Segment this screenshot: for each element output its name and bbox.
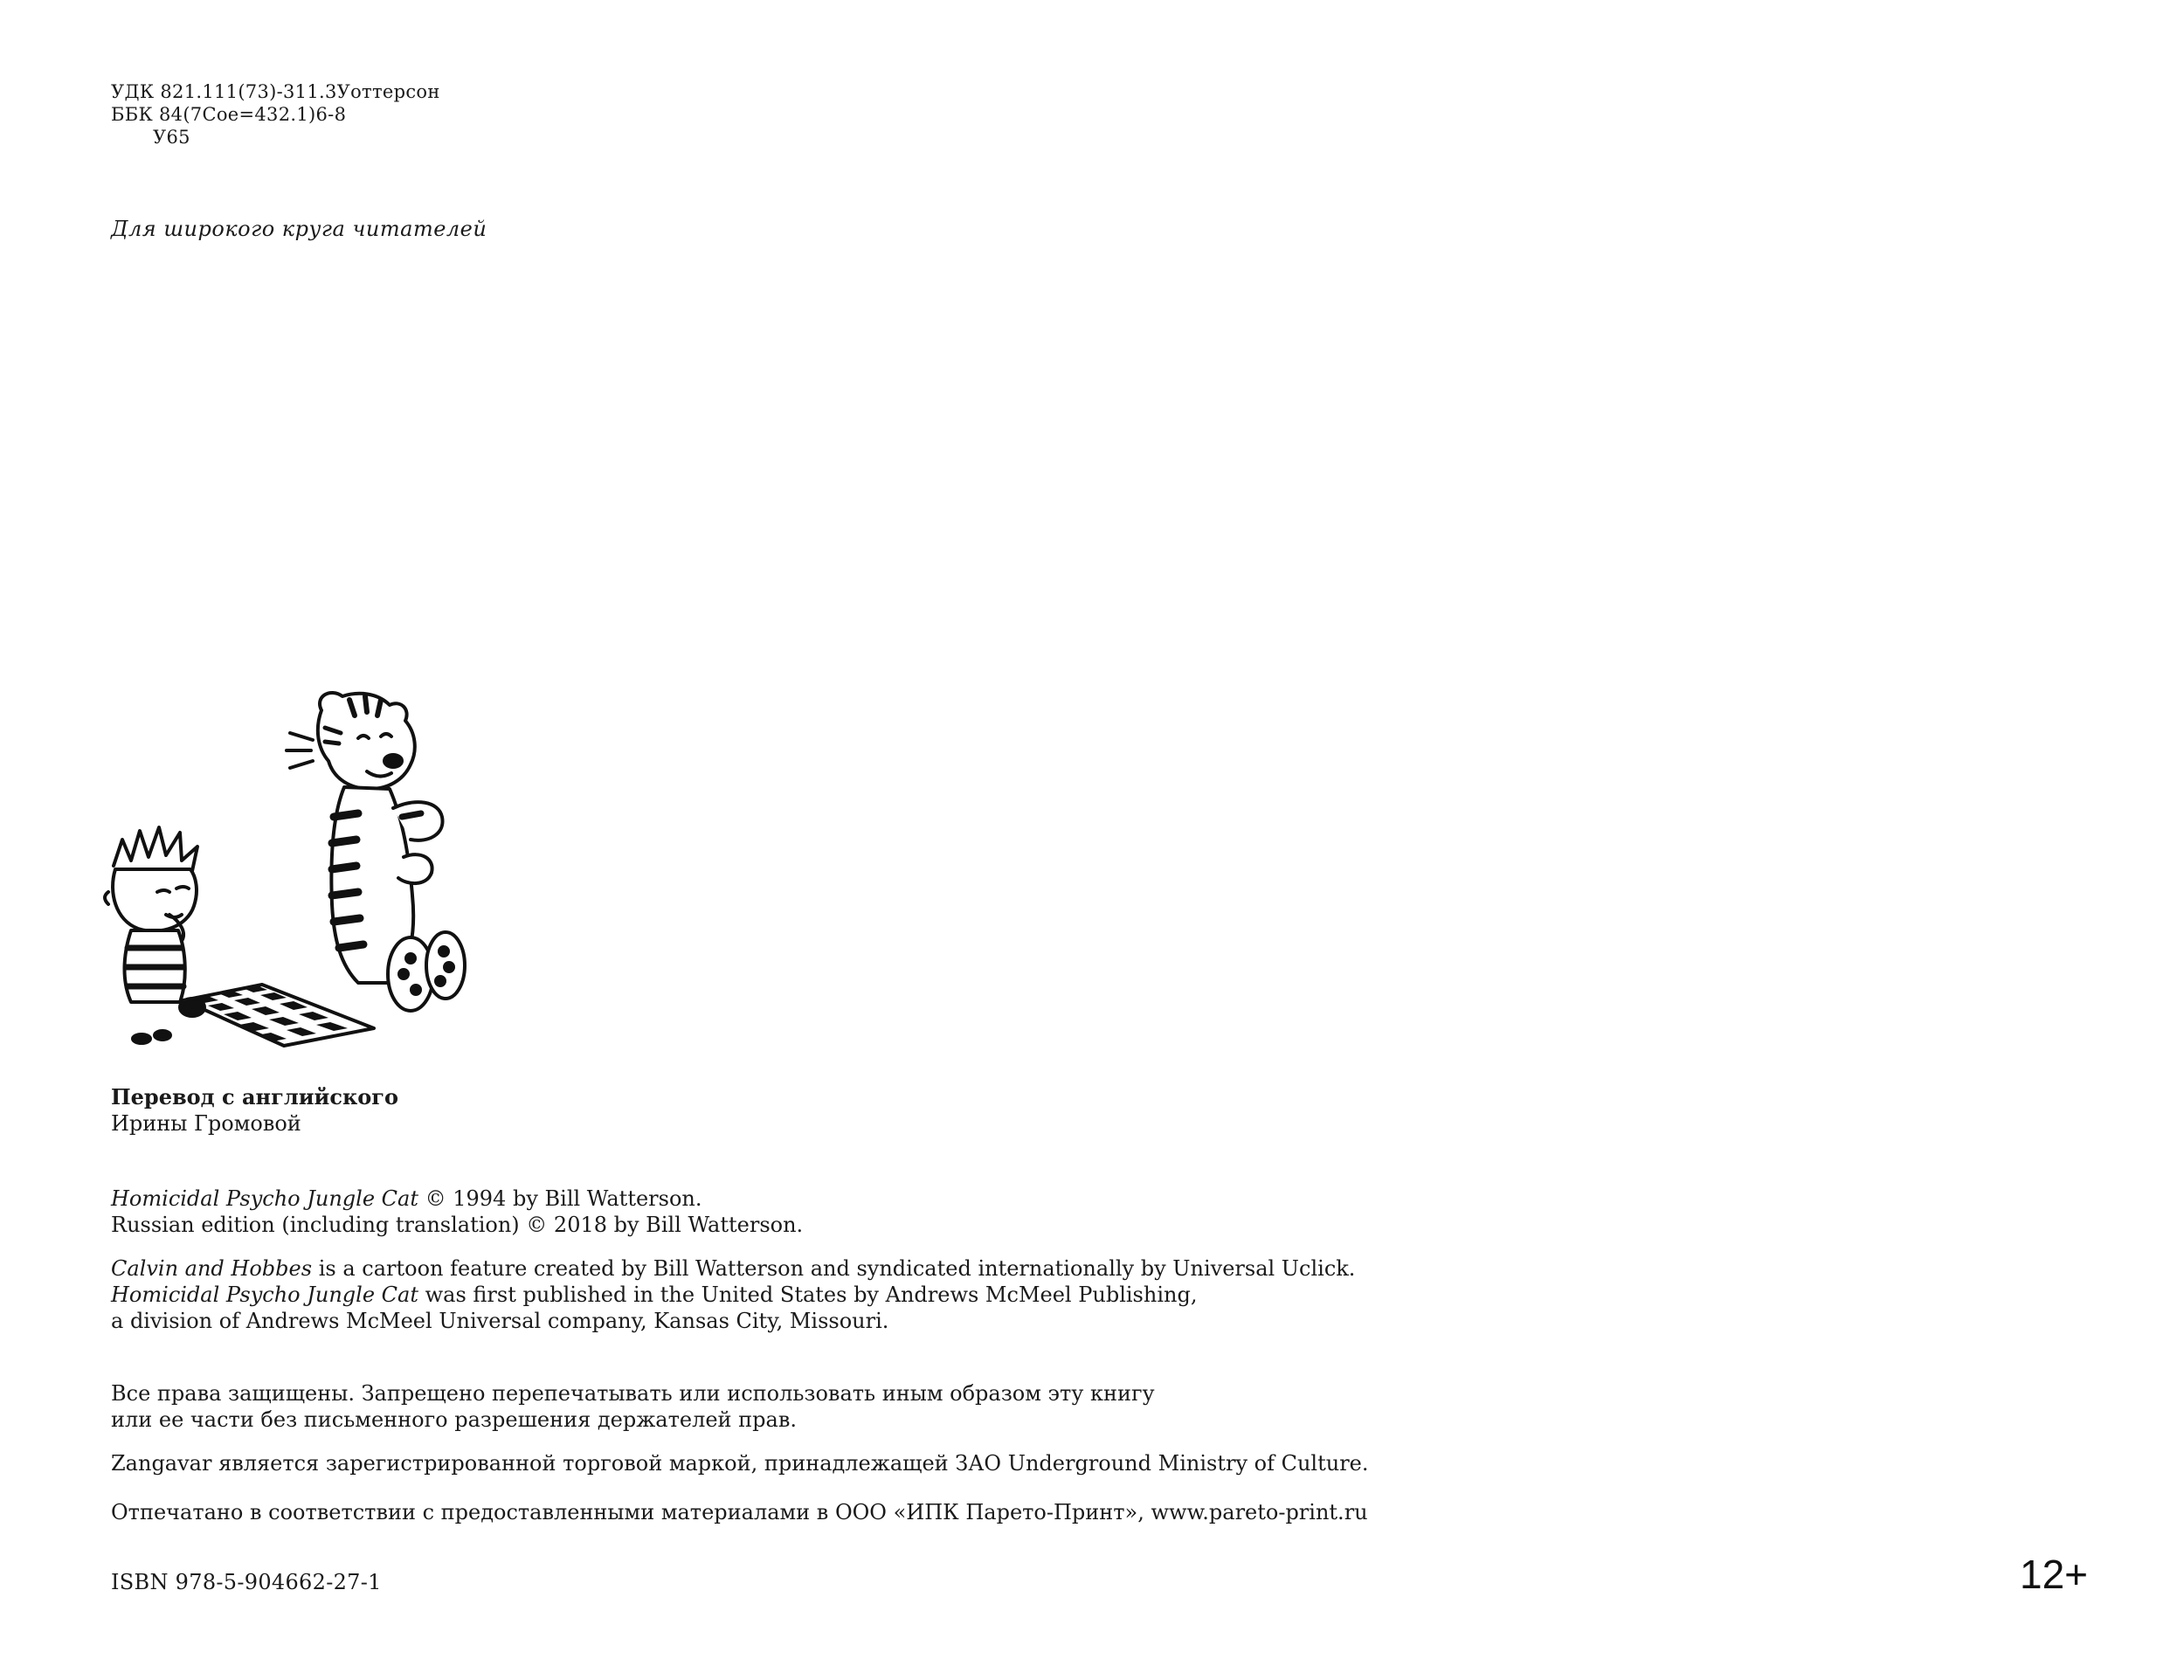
book-title-2: Homicidal Psycho Jungle Cat bbox=[111, 1282, 418, 1307]
copyright-line-2: Russian edition (including translation) © 2018 by Bill Watterson. bbox=[111, 1213, 804, 1237]
feature-line-2 bbox=[111, 1282, 1355, 1308]
calvin-figure bbox=[105, 827, 204, 1043]
book-title: Homicidal Psycho Jungle Cat bbox=[111, 1186, 418, 1211]
isbn: ISBN 978-5-904662-27-1 bbox=[111, 1570, 382, 1594]
catalog-block bbox=[111, 80, 440, 149]
copyright-block bbox=[111, 1186, 803, 1238]
trademark-note: Zangavar является зарегистрированной торговой маркой, принадлежащей ЗАО Underground Ministry of Culture. bbox=[111, 1451, 1369, 1476]
calvin-and-hobbes-checkers-illustration bbox=[96, 686, 472, 1061]
feature-line-3: a division of Andrews McMeel Universal company, Kansas City, Missouri. bbox=[111, 1309, 889, 1333]
age-rating: 12+ bbox=[2020, 1552, 2089, 1597]
author-sign: У65 bbox=[153, 127, 190, 148]
bbk-code: ББК 84(7Сое=432.1)6-8 bbox=[111, 104, 347, 125]
series-title: Calvin and Hobbes bbox=[111, 1256, 313, 1281]
feature-block bbox=[111, 1255, 1355, 1334]
feature-line-1-rest: is a cartoon feature created by Bill Watterson and syndicated internationally by Universal Uclick. bbox=[312, 1256, 1356, 1281]
translator-name: Ирины Громовой bbox=[111, 1111, 301, 1136]
translation-credit bbox=[111, 1083, 398, 1137]
translation-heading: Перевод с английского bbox=[111, 1084, 399, 1110]
feature-line-2-rest: was first published in the United States by Andrews McMeel Publishing, bbox=[418, 1282, 1198, 1307]
copyright-line-1-rest: © 1994 by Bill Watterson. bbox=[418, 1186, 702, 1211]
rights-line-1: Все права защищены. Запрещено перепечатывать или использовать иным образом эту книгу bbox=[111, 1381, 1155, 1406]
rights-line-2: или ее части без письменного разрешения держателей прав. bbox=[111, 1407, 797, 1432]
audience-note: Для широкого круга читателей bbox=[111, 217, 487, 241]
udk-code: УДК 821.111(73)-311.3Уоттерсон bbox=[111, 81, 440, 102]
copyright-line-1 bbox=[111, 1186, 803, 1212]
rights-block bbox=[111, 1380, 1155, 1433]
hobbes-figure bbox=[287, 693, 465, 1011]
printing-note: Отпечатано в соответствии с предоставленными материалами в ООО «ИПК Парето-Принт», www.pareto-print.ru bbox=[111, 1500, 1368, 1524]
feature-line-1 bbox=[111, 1255, 1355, 1282]
